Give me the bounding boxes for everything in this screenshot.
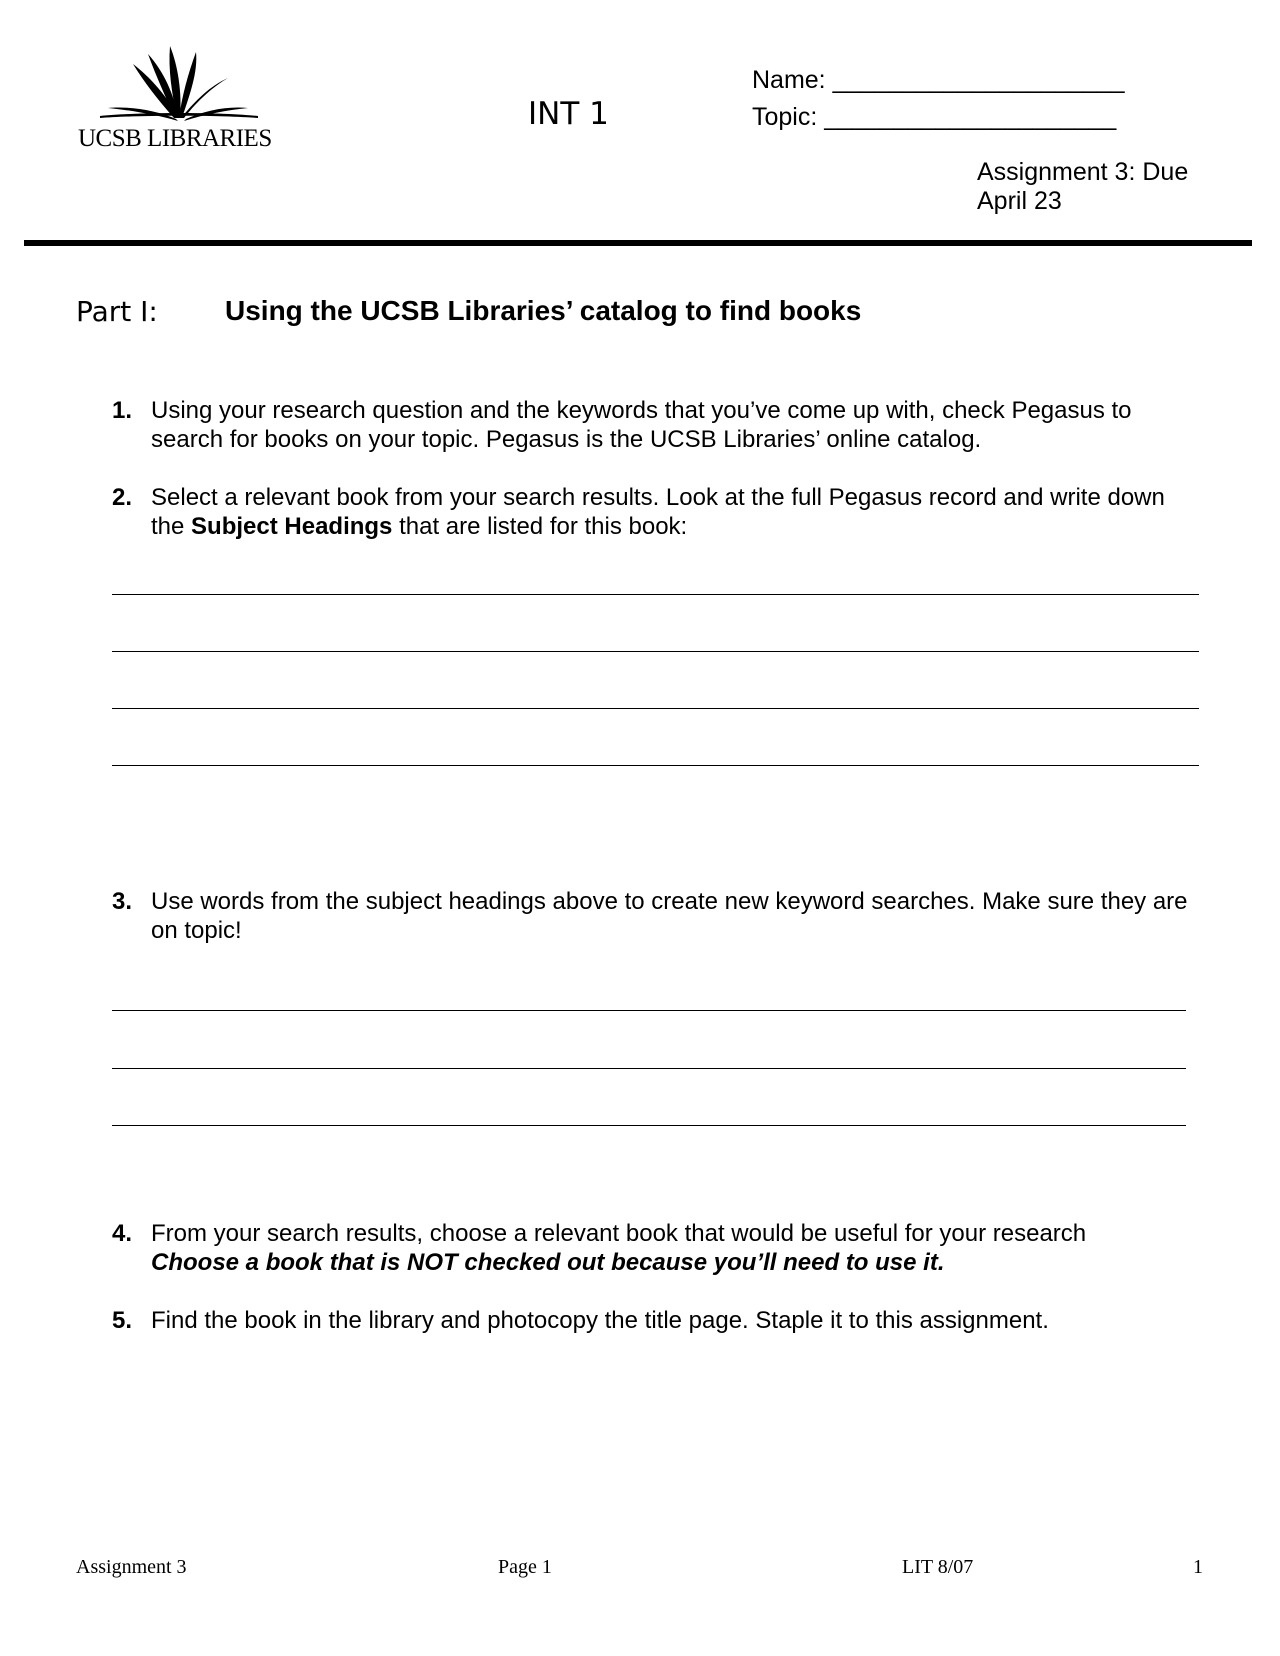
logo-text: UCSB LIBRARIES: [78, 125, 272, 152]
question-number: 1.: [112, 397, 133, 424]
question-text: Using your research question and the keywords that you’ve come up with, check Pegasus to search for books on your topic. Pegasus is the UCSB Libraries’ online catalog.: [151, 397, 1132, 453]
answer-line[interactable]: [112, 765, 1199, 766]
header-divider: [24, 240, 1252, 246]
question-1: [112, 396, 1202, 454]
question-text: Find the book in the library and photocopy the title page. Staple it to this assignment.: [151, 1307, 1049, 1334]
question-emphasis: Choose a book that is NOT checked out because you’ll need to use it.: [151, 1249, 945, 1276]
footer-page-label: Page 1: [498, 1556, 552, 1578]
ucsb-libraries-leaf-icon: [78, 42, 278, 127]
footer-page-number: 1: [1193, 1556, 1203, 1578]
name-field-label: Name: _____________________: [752, 66, 1125, 94]
footer-revision: LIT 8/07: [902, 1556, 974, 1578]
question-text: From your search results, choose a relevant book that would be useful for your research Choose a book that is NOT checked out because you’ll need to use it.: [151, 1219, 1202, 1277]
question-2: [112, 483, 1202, 541]
question-number: 3.: [112, 888, 133, 915]
subject-headings-bold: Subject Headings: [191, 513, 393, 540]
question-number: 2.: [112, 484, 133, 511]
answer-line[interactable]: [112, 1010, 1186, 1011]
question-5: [112, 1306, 1202, 1335]
question-text: Use words from the subject headings above to create new keyword searches. Make sure they are on topic!: [151, 888, 1188, 944]
question-3: [112, 887, 1202, 945]
due-date-block: [977, 158, 1217, 216]
due-line-1: Assignment 3: Due: [977, 158, 1189, 186]
footer-assignment: Assignment 3: [76, 1556, 187, 1578]
course-title: INT 1: [528, 96, 609, 132]
answer-line[interactable]: [112, 708, 1199, 709]
answer-line[interactable]: [112, 1068, 1186, 1069]
topic-field-label: Topic: _____________________: [752, 103, 1117, 131]
question-4: [112, 1219, 1202, 1277]
answer-line[interactable]: [112, 1125, 1186, 1126]
question-number: 4.: [112, 1220, 133, 1247]
ucsb-libraries-logo: [78, 42, 278, 152]
part-label: Part I:: [76, 295, 158, 328]
due-line-2: April 23: [977, 187, 1062, 215]
answer-line[interactable]: [112, 651, 1199, 652]
question-number: 5.: [112, 1307, 133, 1334]
part-title: Using the UCSB Libraries’ catalog to find books: [225, 295, 862, 326]
question-text: Select a relevant book from your search results. Look at the full Pegasus record and write down the Subject Headings that are listed for this book:: [151, 484, 1165, 540]
answer-line[interactable]: [112, 594, 1199, 595]
